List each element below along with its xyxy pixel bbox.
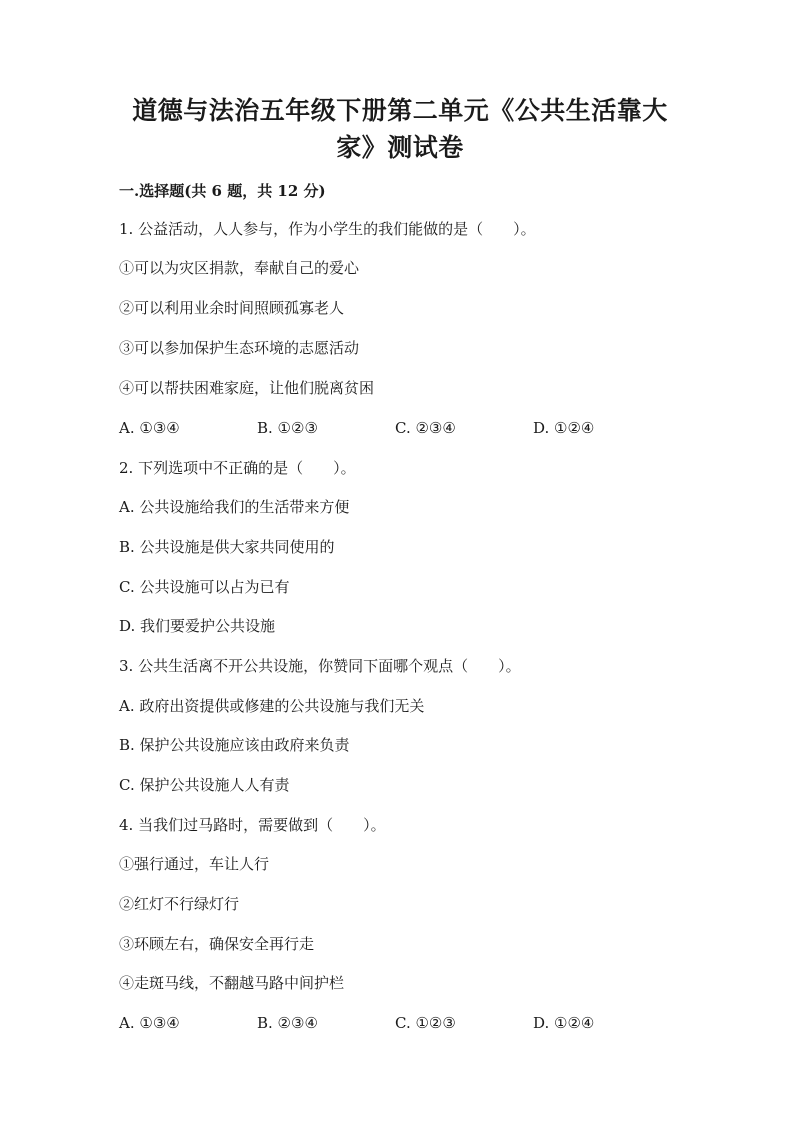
question-4-choice-c: C. ①②③ [395,1014,456,1032]
question-4-choice-d: D. ①②④ [533,1014,595,1032]
question-2-option-a: A. 公共设施给我们的生活带来方便 [119,498,350,516]
question-3-option-a: A. 政府出资提供或修建的公共设施与我们无关 [119,697,425,715]
question-1-item-3: ③可以参加保护生态环境的志愿活动 [119,339,360,357]
question-1-choice-a: A. ①③④ [119,419,180,437]
question-1-stem: 1. 公益活动，人人参与，作为小学生的我们能做的是（ ）。 [119,220,536,238]
question-3-stem: 3. 公共生活离不开公共设施，你赞同下面哪个观点（ ）。 [119,657,521,675]
question-2-stem: 2. 下列选项中不正确的是（ ）。 [119,459,356,477]
question-1-choice-d: D. ①②④ [533,419,595,437]
question-4-item-1: ①强行通过，车让人行 [119,855,270,873]
question-4-choice-a: A. ①③④ [119,1014,180,1032]
question-1-item-4: ④可以帮扶困难家庭，让他们脱离贫困 [119,379,375,397]
question-2-option-d: D. 我们要爱护公共设施 [119,617,276,635]
title-line-2: 家》测试卷 [336,133,464,162]
question-3-option-b: B. 保护公共设施应该由政府来负责 [119,736,350,754]
question-4-item-4: ④走斑马线，不翻越马路中间护栏 [119,974,345,992]
question-4-stem: 4. 当我们过马路时，需要做到（ ）。 [119,816,386,834]
question-1-item-2: ②可以利用业余时间照顾孤寡老人 [119,299,345,317]
question-1-choice-b: B. ①②③ [257,419,318,437]
question-1-choice-c: C. ②③④ [395,419,456,437]
question-2-option-c: C. 公共设施可以占为已有 [119,578,290,596]
question-1-item-1: ①可以为灾区捐款，奉献自己的爱心 [119,259,360,277]
question-4-item-2: ②红灯不行绿灯行 [119,895,240,913]
title-line-1: 道德与法治五年级下册第二单元《公共生活靠大 [132,96,668,125]
question-4-item-3: ③环顾左右，确保安全再行走 [119,935,315,953]
question-2-option-b: B. 公共设施是供大家共同使用的 [119,538,335,556]
exam-title [100,92,700,166]
question-4-choice-b: B. ②③④ [257,1014,318,1032]
question-3-option-c: C. 保护公共设施人人有责 [119,776,290,794]
section-heading: 一.选择题(共 6 题，共 12 分) [119,182,326,200]
